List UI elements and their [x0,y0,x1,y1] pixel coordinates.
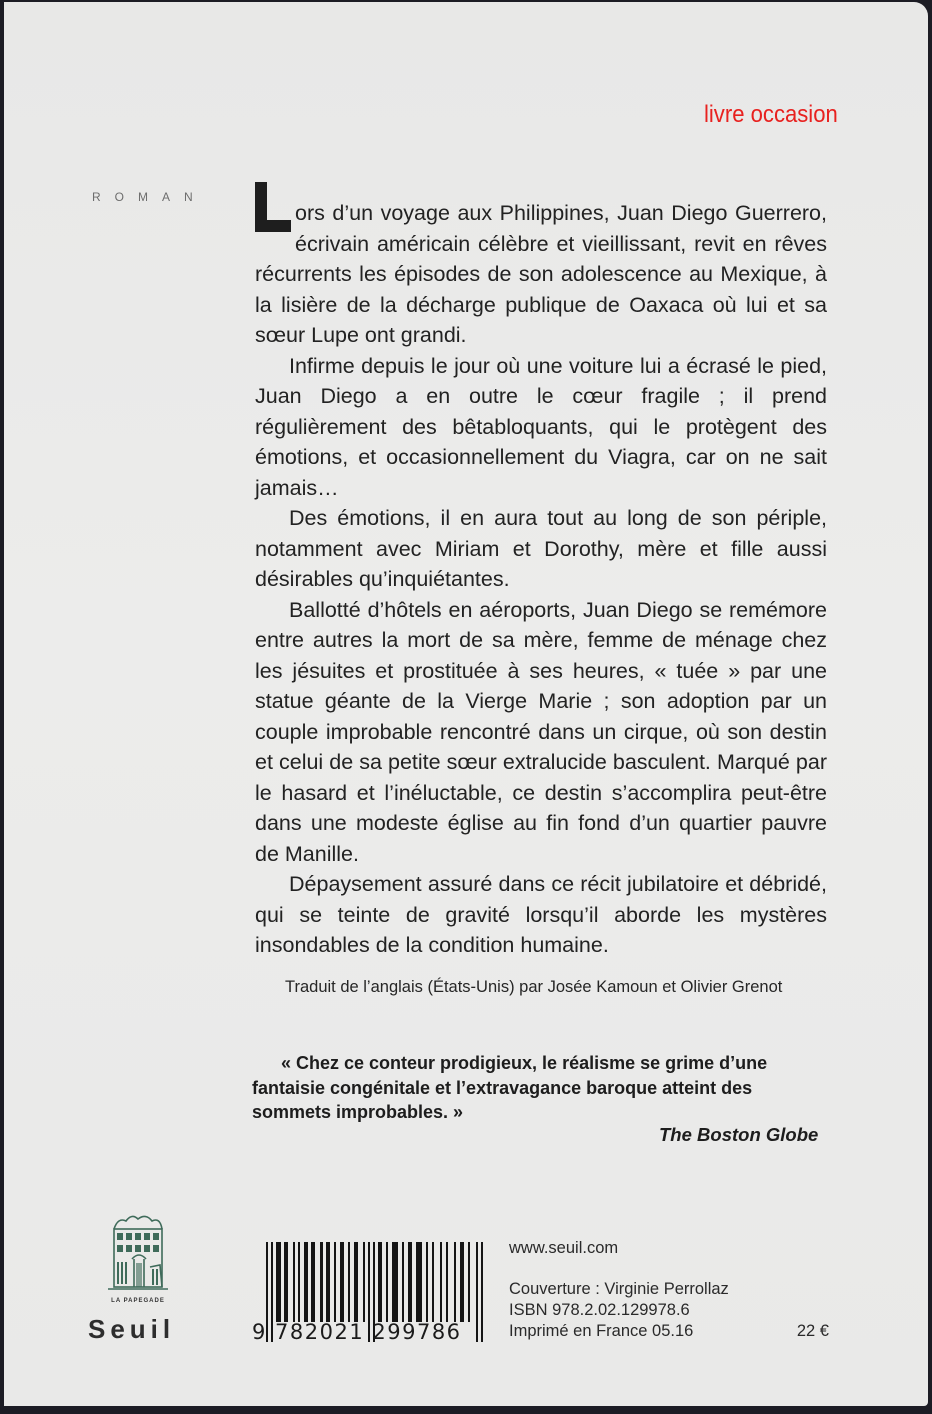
price: 22 € [796,1322,829,1340]
printed-info: Imprimé en France 05.16 [509,1322,694,1340]
blurb-paragraph-5: Dépaysement assuré dans ce récit jubilatoire et débridé, qui se teinte de gravité lorsqu’il aborde les mystères insondables de la condition humaine. [255,872,827,957]
blurb-paragraph-1 [255,180,827,351]
svg-text:LA PAPEGADE: LA PAPEGADE [111,1298,165,1304]
isbn: ISBN 978.2.02.129978.6 [509,1301,690,1319]
blurb-paragraph-1-text: ors d’un voyage aux Philippines, Juan Diego Guerrero, écrivain américain célèbre et vieillissant, revit en rêves récurrents les épisodes de son adolescence au Mexique, à la lisière de la décharge publique de Oaxaca où lui et sa sœur Lupe ont grandi. [255,201,827,347]
publisher-url[interactable]: www.seuil.com [509,1239,619,1257]
cover-credit: Couverture : Virginie Perrollaz [509,1280,729,1298]
publisher-name: Seuil [88,1314,176,1344]
blurb-paragraph-4: Ballotté d’hôtels en aéroports, Juan Diego se remémore entre autres la mort de sa mère, femme de ménage chez les jésuites et prostituée à ses heures, « tuée » par une statue géante de la Vierge Marie ; son adoption par un couple improbable rencontré dans un cirque, où son destin et celui de sa petite sœur extralucide basculent. Marqué par le hasard et l’inéluctable, ce destin s’accomplira peut-être dans une modeste église au fin fond d’un quartier pauvre de Manille. [255,597,827,866]
used-book-stamp: livre occasion [704,101,838,128]
imprint-block [509,1238,829,1342]
building-illustration-icon [104,1207,172,1307]
barcode-digits: 9 782021 299786 [252,1320,462,1344]
blurb-paragraph-2: Infirme depuis le jour où une voiture lui a écrasé le pied, Juan Diego a en outre le cœur fragile ; il prend régulièrement des bêtabloquants, qui le protègent des émotions, et occasionnellement du Viagra, car on ne sait jamais… [255,353,827,500]
book-back-cover [4,2,928,1406]
dropcap-l-icon [255,182,291,232]
print-row [509,1321,829,1342]
press-quote-source: The Boston Globe [659,1124,819,1145]
press-quote [252,1051,832,1125]
translation-credit: Traduit de l’anglais (États-Unis) par Josée Kamoun et Olivier Grenot [285,978,783,996]
press-quote-text: « Chez ce conteur prodigieux, le réalisme se grime d’une fantaisie congénitale et l’extravagance baroque atteint des sommets improbables. » [252,1053,768,1122]
genre-label: ROMAN [92,190,207,204]
blurb-paragraph-3: Des émotions, il en aura tout au long de son périple, notamment avec Miriam et Dorothy, mère et fille aussi désirables qu’inquiétantes. [255,506,827,591]
blurb [255,180,827,961]
